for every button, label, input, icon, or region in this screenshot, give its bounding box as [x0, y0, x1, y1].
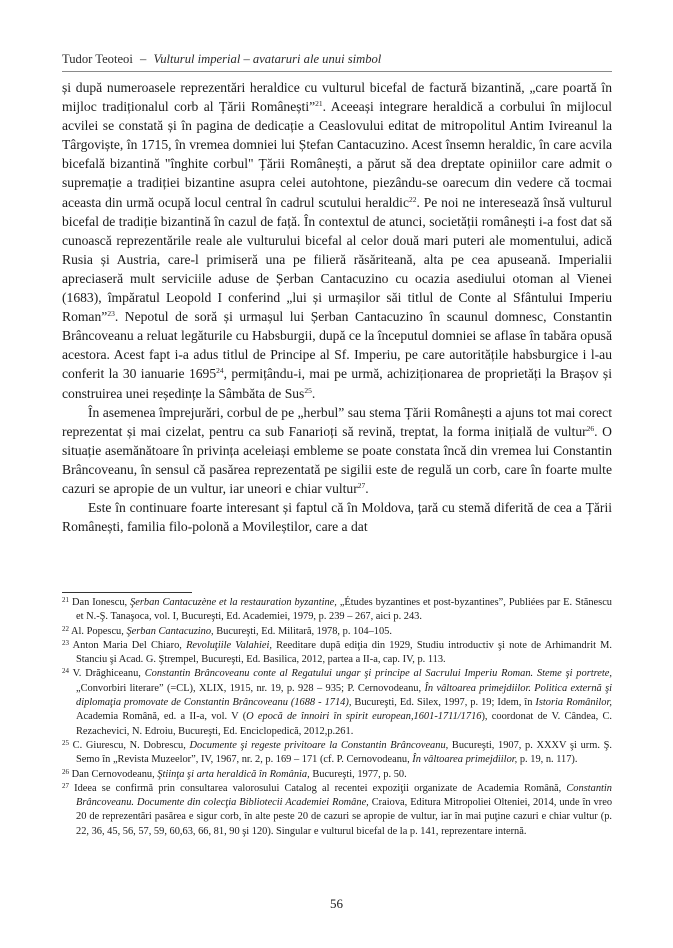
footnote-ref-22[interactable]: 22: [409, 194, 417, 204]
paragraph-text: , permițându-i, mai pe urmă, achiziționarea de proprietăți la Brașov și construirea unei reședințe la Sâmbăta de Sus: [62, 366, 612, 401]
footnote-number: 22: [62, 624, 69, 633]
footnote-title: În vâltoarea primejdiilor,: [412, 754, 518, 766]
footnote-25: [62, 739, 612, 768]
body-text: [62, 78, 612, 536]
footnote-text: Al. Popescu,: [71, 625, 127, 637]
footnote-text: Academia Română, ed. a II-a, vol. V (: [76, 711, 247, 723]
footnote-27: [62, 782, 612, 839]
header-author: Tudor Teoteoi: [62, 52, 133, 66]
paragraph-1: [62, 78, 612, 403]
footnote-24: [62, 667, 612, 738]
paragraph-text: În asemenea împrejurări, corbul de pe „herbul” sau stema Țării Românești a ajuns tot mai corect reprezentat și mai cizelat, pentru ca sub Fanarioți să revină, treptat, la forma inițială de vultur: [62, 404, 612, 439]
footnote-number: 21: [62, 596, 69, 604]
page-number: 56: [330, 896, 343, 911]
paragraph-text: Este în continuare foarte interesant și faptul că în Moldova, țară cu stemă diferită de cea a Țării Românești, familia filo-polonă a Movileștilor, care a dat: [62, 500, 612, 535]
footnote-rule: [62, 592, 192, 593]
footnote-title: În vâltoarea primejdiilor. Politica externă şi diplomaţia promovate de Constantin Brâncoveanu (1688 - 1714),: [76, 682, 612, 709]
header-separator: –: [140, 52, 147, 66]
paragraph-text: . Aceeași integrare heraldică a corbului în mijlocul acvilei se constată și în pagina de dedicație a Ceaslovului editat de mitropolitul Antim Ivireanul la Târgoviște, în 1715, în vremea domniei lui Ștefan Cantacuzino. Acest însemn heraldic, în care acvila bicefală bizantină "înghite corbul" Țării Românești, a părut să dea dreptate opiniilor care admit o supremație a tradiției bizantine asupra celei autohtone, piezându-se oarecum din vedere că tocmai aceasta din urmă ocupă locul central în cadrul scutului heraldic: [62, 99, 612, 210]
paragraph-2: [62, 403, 612, 498]
footnote-title: Istoria Românilor,: [535, 697, 612, 709]
paragraph-text: și după numeroasele reprezentări heraldice cu vulturul bicefal de factură bizantină, „care poartă în mijloc tradiționalul corb al Țării Românești”: [62, 80, 612, 115]
footnote-26: [62, 768, 612, 782]
footnote-ref-21[interactable]: 21: [315, 99, 323, 109]
footnote-text: V. Drăghiceanu,: [72, 668, 145, 680]
footnote-ref-24[interactable]: 24: [216, 366, 224, 376]
footnote-text: „Convorbiri literare” (=CL), XLIX, 1915, nr. 19, p. 928 – 935; P. Cernovodeanu,: [76, 682, 425, 694]
footnote-title: Constantin Brâncoveanu. Documente din colecţia Bibliotecii Academiei Române,: [76, 782, 612, 809]
header-title: Vulturul imperial – avataruri ale unui simbol: [153, 52, 382, 66]
footnote-text: Bucureşti, 1977, p. 50.: [309, 768, 407, 780]
running-header: [62, 52, 622, 67]
footnote-text: Bucureşti, Ed. Silex, 1997, p. 19; Idem, în: [351, 697, 536, 709]
footnote-text: Dan Ionescu,: [71, 597, 131, 608]
footnote-title: Şerban Cantacuzino,: [126, 625, 214, 637]
footnote-text: Reeditare după ediţia din 1929, Studiu introductiv şi note de Arhimandrit M. Stanciu şi Acad. G. Ştrempel, Bucureşti, Ed. Basilica, 2012, partea a II-a, cap. IV, p. 113.: [76, 639, 612, 666]
footnote-ref-25[interactable]: 25: [304, 385, 312, 395]
footnote-text: Bucureşti, 1907, p. XXXV şi urm. Ş. Semo în „Revista Muzeelor”, IV, 1967, nr. 2, p. 169 – 171 (cf. P. Cernovodeanu,: [76, 739, 612, 766]
footnote-title: Constantin Brâncoveanu conte al Regatului ungar şi principe al Sacrului Imperiu Roman. Steme şi portrete,: [144, 668, 612, 680]
paragraph-text: . O situație asemănătoare în privința aceleiași embleme se poate constata încă din vremea lui Constantin Brâncoveanu, în sensul că pasărea reprezentată pe sigilii este de regulă un corb, care în foarte multe cazuri se apropie de un vultur, iar uneori e chiar vultur: [62, 423, 612, 496]
footnote-text: Ideea se confirmă prin consultarea valorosului Catalog al recentei expoziţii organizate de Academia Română,: [74, 782, 567, 794]
footnote-number: 23: [62, 638, 69, 647]
footnote-text: Bucureşti, Ed. Militară, 1978, p. 104–105.: [213, 625, 392, 637]
footnote-ref-23[interactable]: 23: [107, 309, 115, 319]
footnote-text: C. Giurescu, N. Dobrescu,: [72, 739, 190, 751]
footnote-text: „Études byzantines et post-byzantines”, Publiées par E. Stănescu et N.-Ş. Tanaşoca, vol. I, Bucureşti, Ed. Academiei, 1979, p. 239 – 267, aici p. 243.: [76, 597, 613, 623]
paragraph-3: [62, 498, 612, 536]
footnote-number: 25: [62, 738, 69, 747]
footnote-ref-26[interactable]: 26: [586, 423, 595, 433]
footnote-title: Ştiinţa şi arta heraldică în România,: [157, 768, 310, 780]
footnote-text: Craiova, Editura Mitropoliei Olteniei, 2014, unde în vreo 20 de reprezentări pasărea e sigur corb, în alte peste 20 de cazuri se apropie de vultur, iar în mai puţine cazuri e chiar vultur (p. 22, 36, 45, 56, 57, 59, 60,63, 66, 81, 90 şi 120). Singular e vulturul bicefal de la p. 141, reprezentare internă.: [76, 797, 613, 837]
footnote-23: [62, 639, 612, 668]
footnote-number: 26: [62, 767, 69, 776]
paragraph-text: .: [311, 385, 316, 401]
footnote-number: 24: [62, 667, 69, 676]
paragraph-text: . Nepotul de soră și urmașul lui Șerban Cantacuzino în scaunul domnesc, Constantin Brâncoveanu a reluat legăturile cu Habsburgii, după ce la începutul domniei se aflase în tabăra opusă acestora. Acest fapt i-a adus titlul de Principe al Sf. Imperiu, pe care autoritățile habsburgice i l-au conferit la 30 ianuarie 1695: [62, 309, 612, 382]
footnote-text: ), coordonat de V. Cândea, C. Rezachevici, N. Edroiu, Bucureşti, Ed. Enciclopedică, 2012,p.261.: [76, 711, 612, 737]
header-rule: [62, 71, 612, 72]
paragraph-text: . Pe noi ne interesează însă vulturul bicefal de tradiție bizantină în cazul de față. În contextul de atunci, societății românești i-a fost dat să cunoască reprezentările reale ale vulturului bicefal al celor două mari puteri ale momentului, adică Rusia și Austria, care-l primiseră una pe filieră răsăriteană, alta pe cea apuseană. Imperialii apreciaseră mult serviciile aduse de Șerban Cantacuzino cu ocazia asediului otoman al Vienei (1683), împăratul Leopold I conferind „lui și urmașilor săi titlul de Conte al Sfântului Imperiu Roman”: [62, 194, 612, 325]
footnote-title: Documente şi regeste privitoare la Constantin Brâncoveanu,: [189, 739, 449, 751]
footnote-21: [62, 596, 612, 625]
footnote-title: Şerban Cantacuzène et la restauration byzantine,: [130, 597, 337, 608]
footnote-ref-27[interactable]: 27: [357, 480, 366, 490]
paragraph-text: .: [365, 480, 369, 496]
footnote-number: 27: [62, 781, 69, 790]
footnote-title: O epocă de înnoiri în spirit european,1601-1711/1716: [246, 711, 482, 723]
footnote-text: Anton Maria Del Chiaro,: [72, 639, 187, 651]
footnote-text: Dan Cernovodeanu,: [71, 768, 158, 780]
footnote-22: [62, 625, 612, 639]
footnote-text: p. 19, n. 117).: [517, 754, 578, 766]
footnotes: [62, 596, 612, 839]
footnote-title: Revoluţiile Valahiei,: [186, 639, 272, 651]
